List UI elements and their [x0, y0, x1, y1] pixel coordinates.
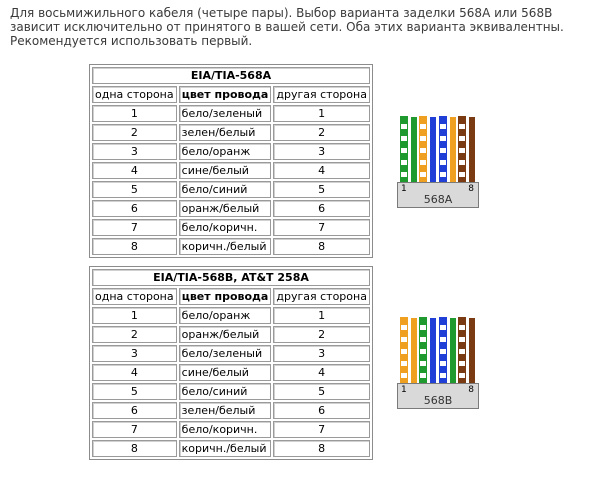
wire-white-blue [440, 117, 446, 182]
pin-label-last: 8 [468, 184, 474, 194]
wire-white-brown [459, 117, 465, 182]
pin-one-side: 4 [92, 364, 177, 381]
table-row [92, 402, 370, 419]
wire-color: бело/зеленый [179, 105, 272, 122]
table-568a [89, 64, 373, 258]
rj45-plug-568a [397, 117, 479, 207]
column-header-wire-color: цвет провода [179, 288, 272, 305]
table-row [92, 307, 370, 324]
intro-line-1: Для восьмижильного кабеля (четыре пары). Выбор варианта заделки 568A или 568B [10, 6, 553, 20]
pin-other-side: 3 [273, 143, 370, 160]
wire-white-green [401, 117, 407, 182]
pin-one-side: 6 [92, 402, 177, 419]
intro-text [10, 6, 590, 48]
wire-color: зелен/белый [179, 124, 272, 141]
pin-other-side: 7 [273, 421, 370, 438]
table-row [92, 105, 370, 122]
pin-one-side: 5 [92, 383, 177, 400]
wire-color: зелен/белый [179, 402, 272, 419]
wire-brown [469, 117, 475, 182]
wire-orange [450, 117, 456, 182]
table-row [92, 162, 370, 179]
table-row [92, 200, 370, 217]
table-568b [89, 266, 373, 460]
wire-green [411, 117, 417, 182]
wire-color: оранж/белый [179, 326, 272, 343]
pin-one-side: 8 [92, 238, 177, 255]
pin-one-side: 5 [92, 181, 177, 198]
table-row [92, 181, 370, 198]
wire-orange [411, 318, 417, 383]
table-row [92, 219, 370, 236]
table-row [92, 238, 370, 255]
pin-other-side: 7 [273, 219, 370, 236]
wire-color: бело/синий [179, 181, 272, 198]
table-title: EIA/TIA-568A [92, 67, 370, 84]
plug-body [397, 383, 479, 409]
table-row [92, 421, 370, 438]
wire-blue [430, 117, 436, 182]
pin-other-side: 4 [273, 364, 370, 381]
wire-white-blue [440, 318, 446, 383]
pin-one-side: 4 [92, 162, 177, 179]
pin-other-side: 5 [273, 383, 370, 400]
wire-color: бело/синий [179, 383, 272, 400]
column-header-wire-color: цвет провода [179, 86, 272, 103]
table-row [92, 440, 370, 457]
wire-white-orange [420, 117, 426, 182]
pin-one-side: 8 [92, 440, 177, 457]
wire-color: сине/белый [179, 162, 272, 179]
pin-other-side: 6 [273, 200, 370, 217]
wire-color: бело/коричн. [179, 421, 272, 438]
pin-other-side: 1 [273, 105, 370, 122]
column-header-side-one: одна сторона [92, 288, 177, 305]
wire-white-brown [459, 318, 465, 383]
intro-line-2: зависит исключительно от принятого в вашей сети. Оба этих варианта эквивалентны. [10, 20, 564, 34]
wire-color: сине/белый [179, 364, 272, 381]
table-row [92, 124, 370, 141]
wire-green [450, 318, 456, 383]
standard-label: 568B [423, 394, 453, 407]
wire-blue [430, 318, 436, 383]
column-header-side-two: другая сторона [273, 288, 370, 305]
table-row [92, 383, 370, 400]
column-header-side-one: одна сторона [92, 86, 177, 103]
intro-line-3: Рекомендуется использовать первый. [10, 34, 253, 48]
pin-other-side: 8 [273, 238, 370, 255]
pin-one-side: 2 [92, 326, 177, 343]
wire-white-green [420, 318, 426, 383]
wire-color: бело/оранж [179, 307, 272, 324]
pin-other-side: 4 [273, 162, 370, 179]
wire-color: коричн./белый [179, 440, 272, 457]
pin-label-first: 1 [401, 184, 407, 194]
pin-other-side: 3 [273, 345, 370, 362]
pin-label-last: 8 [468, 385, 474, 395]
table-row [92, 326, 370, 343]
pin-one-side: 2 [92, 124, 177, 141]
table-title: EIA/TIA-568B, AT&T 258A [92, 269, 370, 286]
column-header-side-two: другая сторона [273, 86, 370, 103]
pin-one-side: 1 [92, 105, 177, 122]
wire-white-orange [401, 318, 407, 383]
wire-set [401, 117, 475, 182]
standard-label: 568A [423, 193, 453, 206]
table-row [92, 364, 370, 381]
pin-one-side: 3 [92, 345, 177, 362]
pin-one-side: 7 [92, 421, 177, 438]
plug-body [397, 182, 479, 208]
table-row [92, 345, 370, 362]
pin-one-side: 3 [92, 143, 177, 160]
wire-color: коричн./белый [179, 238, 272, 255]
wire-brown [469, 318, 475, 383]
pin-one-side: 1 [92, 307, 177, 324]
pin-other-side: 8 [273, 440, 370, 457]
wire-set [401, 318, 475, 383]
pin-one-side: 6 [92, 200, 177, 217]
wire-color: бело/зеленый [179, 345, 272, 362]
rj45-plug-568b [397, 318, 479, 408]
wire-color: бело/оранж [179, 143, 272, 160]
wire-color: оранж/белый [179, 200, 272, 217]
wire-color: бело/коричн. [179, 219, 272, 236]
pin-other-side: 6 [273, 402, 370, 419]
pin-other-side: 1 [273, 307, 370, 324]
pin-other-side: 2 [273, 326, 370, 343]
pin-one-side: 7 [92, 219, 177, 236]
pin-other-side: 5 [273, 181, 370, 198]
table-row [92, 143, 370, 160]
pin-label-first: 1 [401, 385, 407, 395]
pin-other-side: 2 [273, 124, 370, 141]
